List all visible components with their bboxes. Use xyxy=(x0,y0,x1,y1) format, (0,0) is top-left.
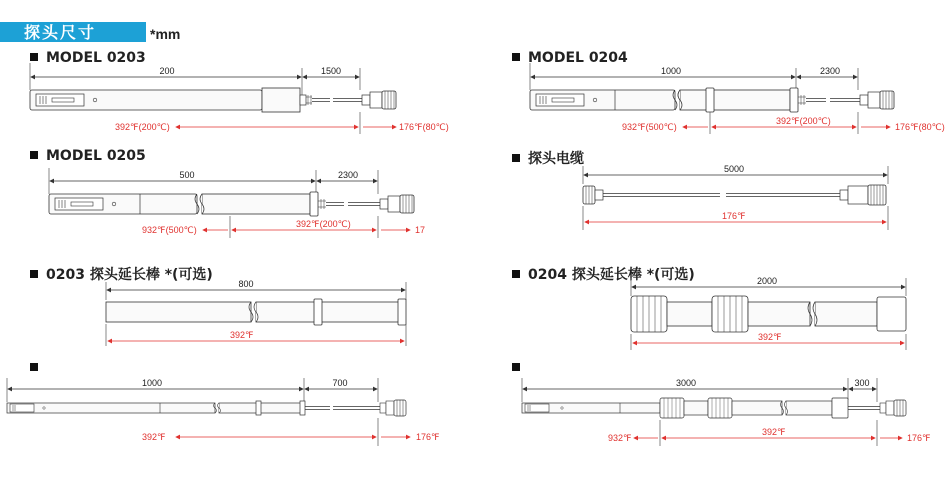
dimension-label: 700 xyxy=(332,378,348,388)
temperature-label: 392℉(200℃) xyxy=(296,219,351,229)
temperature-label: 392℉ xyxy=(758,332,782,342)
temperature-label: 176℉ xyxy=(416,432,440,442)
section-title-ext-0203: 0203 探头延长棒 *(可选) xyxy=(30,264,213,284)
temperature-label: 392℉(200℃) xyxy=(776,116,831,126)
dimension-label: 2300 xyxy=(337,170,359,180)
dimension-label: 800 xyxy=(238,279,254,289)
diagram-model-0205 xyxy=(49,168,425,238)
temperature-label: 932℉ xyxy=(608,433,632,443)
unit-label: *mm xyxy=(150,26,181,42)
section-title-ext-0204: 0204 探头延长棒 *(可选) xyxy=(512,264,695,284)
temperature-label: 392℉ xyxy=(762,427,786,437)
diagram-assembly-right xyxy=(522,378,931,446)
dimension-label: 1500 xyxy=(320,66,342,76)
diagram-ext-0203 xyxy=(106,279,406,346)
temperature-label: 392℉(200℃) xyxy=(115,122,170,132)
dimension-label: 1000 xyxy=(141,378,163,388)
dimension-label: 2000 xyxy=(756,276,778,286)
diagram-ext-0204 xyxy=(631,276,906,350)
temperature-label: 17 xyxy=(415,225,426,235)
section-title-model-0205: MODEL 0205 xyxy=(30,148,146,164)
dimension-label: 300 xyxy=(854,378,870,388)
dimension-label: 2300 xyxy=(819,66,841,76)
dimension-label: 200 xyxy=(159,66,175,76)
section-title-model-0203: MODEL 0203 xyxy=(30,50,146,66)
dimension-label: 1000 xyxy=(660,66,682,76)
temperature-label: 176℉ xyxy=(907,433,931,443)
temperature-label: 932℉(500℃) xyxy=(142,225,197,235)
diagram-probe-cable xyxy=(583,164,888,230)
page-title: 探头尺寸 xyxy=(24,23,97,42)
diagram-model-0204 xyxy=(530,63,945,134)
dimension-label: 500 xyxy=(179,170,195,180)
temperature-label: 176℉(80℃) xyxy=(895,122,945,132)
diagram-model-0203 xyxy=(30,63,449,134)
temperature-label: 392℉ xyxy=(230,330,254,340)
temperature-label: 392℉ xyxy=(142,432,166,442)
temperature-label: 176℉ xyxy=(722,211,746,221)
temperature-label: 176℉(80℃) xyxy=(399,122,449,132)
section-title-probe-cable: 探头电缆 xyxy=(512,148,584,168)
temperature-label: 932℉(500℃) xyxy=(622,122,677,132)
section-title-model-0204: MODEL 0204 xyxy=(512,50,628,66)
dimension-label: 5000 xyxy=(723,164,745,174)
dimension-label: 3000 xyxy=(675,378,697,388)
diagram-assembly-left xyxy=(7,378,440,446)
